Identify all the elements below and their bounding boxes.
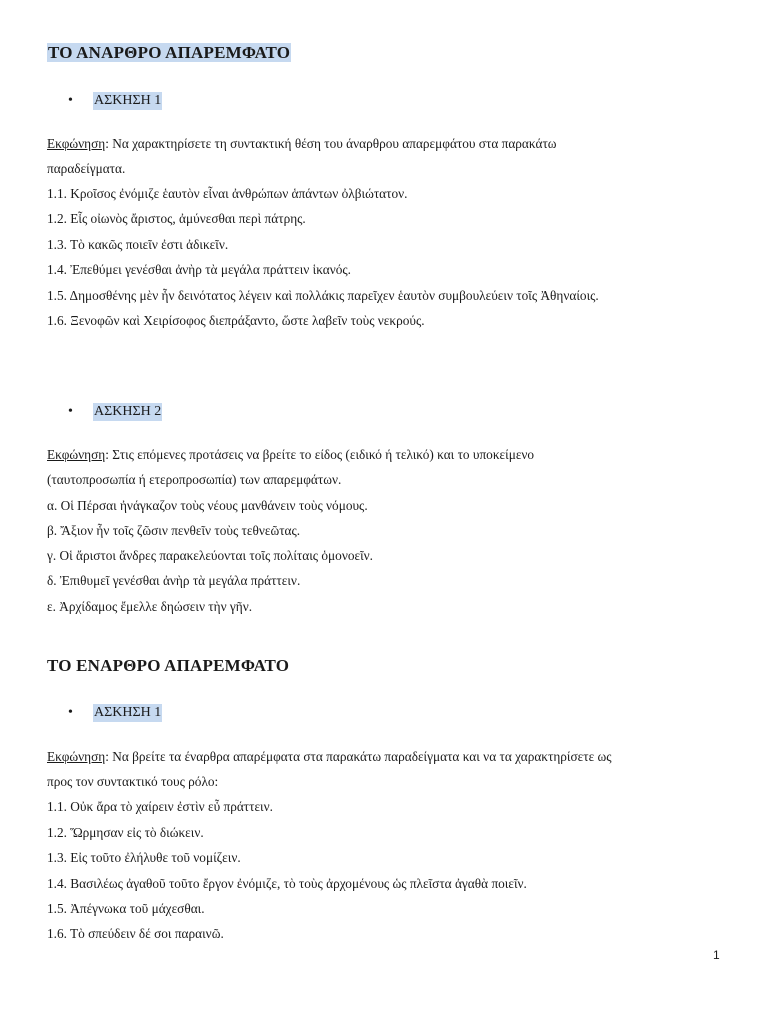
prompt-text: : Στις επόμενες προτάσεις να βρείτε το είδος (ειδικό ή τελικό) και το υποκείμενο — [105, 447, 535, 462]
prompt-text: : Να χαρακτηρίσετε τη συντακτική θέση του άναρθρου απαρεμφάτου στα παρακάτω — [105, 136, 557, 151]
prompt-label: Εκφώνηση — [47, 136, 106, 151]
section-title-anarthro — [47, 43, 291, 63]
bullet-icon: • — [68, 93, 73, 108]
prompt-label: Εκφώνηση — [47, 447, 106, 462]
exercise-label: ΑΣΚΗΣΗ 2 — [94, 404, 162, 419]
section-title-text: ΤΟ ΑΝΑΡΘΡΟ ΑΠΑΡΕΜΦΑΤΟ — [48, 43, 291, 62]
example-item: β. Ἄξιον ἦν τοῖς ζῶσιν πενθεῖν τοὺς τεθνεῶτας. — [47, 523, 301, 538]
prompt-label: Εκφώνηση — [47, 749, 106, 764]
example-item: 1.1. Κροῖσος ἐνόμιζε ἑαυτὸν εἶναι ἀνθρώπων ἁπάντων ὀλβιώτατον. — [47, 186, 408, 201]
prompt-continuation: (ταυτοπροσωπία ή ετεροπροσωπία) των απαρεμφάτων. — [47, 472, 342, 487]
example-item: γ. Οἱ ἄριστοι ἄνδρες παρακελεύονται τοῖς πολίταις ὁμονοεῖν. — [47, 548, 373, 563]
exercise-prompt — [47, 442, 727, 468]
exercise-prompt — [47, 131, 727, 157]
example-item: 1.3. Τὸ κακῶς ποιεῖν ἐστι ἀδικεῖν. — [47, 237, 229, 252]
page-number: 1 — [713, 948, 720, 962]
bullet-icon: • — [68, 404, 73, 419]
example-item: δ. Ἐπιθυμεῖ γενέσθαι ἀνὴρ τὰ μεγάλα πράττειν. — [47, 573, 301, 588]
exercise-prompt — [47, 744, 727, 770]
exercise-label: ΑΣΚΗΣΗ 1 — [94, 93, 162, 108]
example-item: 1.5. Ἀπέγνωκα τοῦ μάχεσθαι. — [47, 901, 205, 916]
example-item: 1.5. Δημοσθένης μὲν ἦν δεινότατος λέγειν καὶ πολλάκις παρεῖχεν ἑαυτὸν συμβουλεύειν τοῖς Ἀθηναίοις. — [47, 288, 599, 303]
example-item: 1.4. Ἐπεθύμει γενέσθαι ἀνὴρ τὰ μεγάλα πράττειν ἱκανός. — [47, 262, 352, 277]
example-item: 1.6. Τὸ σπεύδειν δέ σοι παραινῶ. — [47, 926, 224, 941]
example-item: ε. Ἀρχίδαμος ἔμελλε δηώσειν τὴν γῆν. — [47, 599, 253, 614]
prompt-continuation: παραδείγματα. — [47, 161, 126, 176]
section-title-text: ΤΟ ΕΝΑΡΘΡΟ ΑΠΑΡΕΜΦΑΤΟ — [47, 656, 290, 675]
prompt-continuation: προς τον συντακτικό τους ρόλο: — [47, 774, 219, 789]
exercise-label: ΑΣΚΗΣΗ 1 — [94, 705, 162, 720]
bullet-icon: • — [68, 705, 73, 720]
example-item: 1.2. Εἷς οἰωνὸς ἄριστος, ἀμύνεσθαι περὶ πάτρης. — [47, 211, 306, 226]
example-item: 1.3. Εἰς τοῦτο ἐλήλυθε τοῦ νομίζειν. — [47, 850, 241, 865]
example-item: 1.6. Ξενοφῶν καὶ Χειρίσοφος διεπράξαντο, ὥστε λαβεῖν τοὺς νεκρούς. — [47, 313, 425, 328]
example-item: 1.1. Οὐκ ἄρα τὸ χαίρειν ἐστὶν εὖ πράττειν. — [47, 799, 273, 814]
example-item: 1.4. Βασιλέως ἀγαθοῦ τοῦτο ἔργον ἐνόμιζε, τὸ τοὺς ἀρχομένους ὡς πλεῖστα ἀγαθὰ ποιεῖν. — [47, 876, 527, 891]
section-title-enarthro — [47, 656, 289, 676]
example-item: 1.2. Ὥρμησαν εἰς τὸ διώκειν. — [47, 825, 204, 840]
example-item: α. Οἱ Πέρσαι ἠνάγκαζον τοὺς νέους μανθάνειν τοὺς νόμους. — [47, 498, 368, 513]
prompt-text: : Να βρείτε τα έναρθρα απαρέμφατα στα παρακάτω παραδείγματα και να τα χαρακτηρίσετε ως — [105, 749, 612, 764]
